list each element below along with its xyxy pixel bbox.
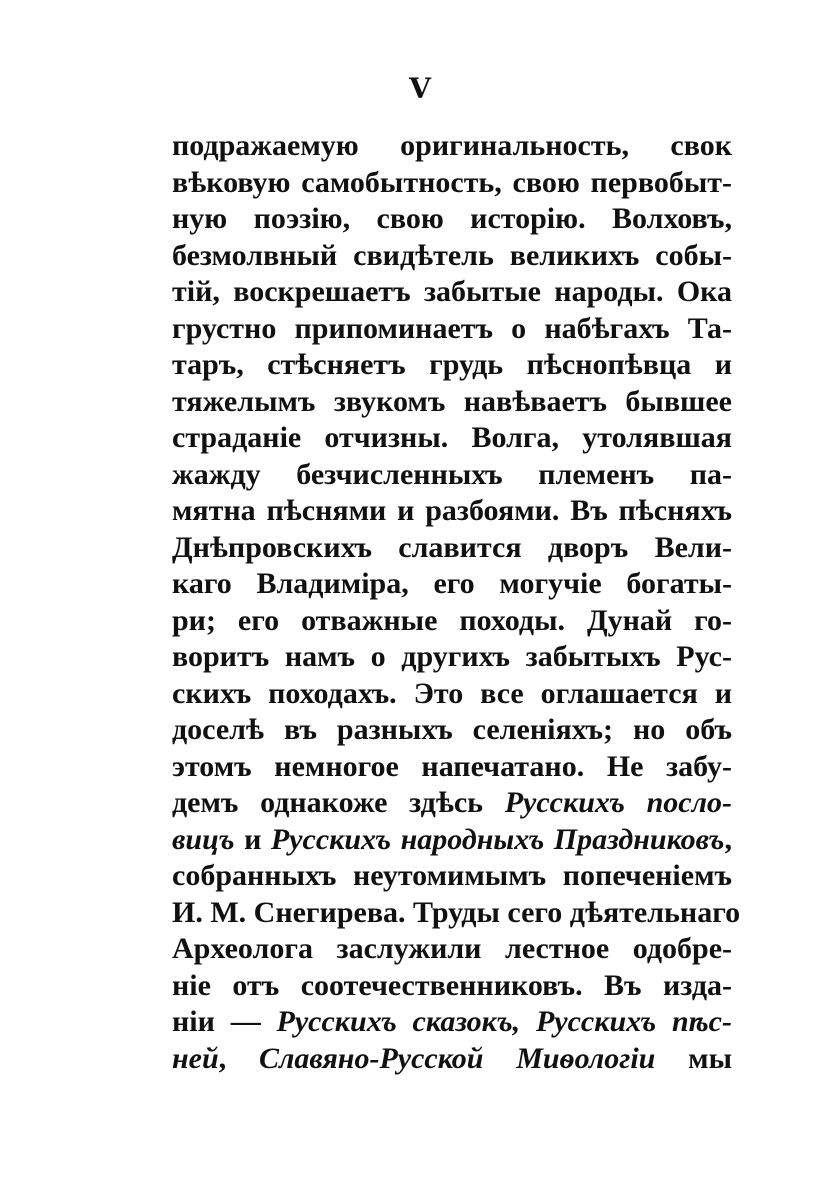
text-line: страданіе отчизны. Волга, утолявшая (172, 421, 732, 454)
text-line: доселѣ въ разныхъ селеніяхъ; но объ (172, 713, 732, 746)
text-run: и (234, 822, 271, 856)
page-number: V (409, 72, 431, 105)
text-line: Днѣпровскихъ славится дворъ Вели- (172, 530, 732, 564)
text-run: , (218, 1041, 259, 1075)
text-run: мы (655, 1041, 732, 1075)
text-line: собранныхъ неутомимымъ попеченіемъ (172, 859, 732, 892)
italic-title: Русскихъ сказокъ, Русскихъ пѣс- (276, 1005, 732, 1038)
text-line (172, 1041, 732, 1078)
text-run: демъ однакоже здѣсь (172, 786, 505, 819)
text-line: И. М. Снегирева. Труды сего дѣятельнаго (172, 895, 741, 929)
body-text (172, 128, 741, 1077)
text-line: каго Владиміра, его могучіе богаты- (172, 567, 732, 600)
text-line (172, 1004, 732, 1041)
text-line: воритъ намъ о другихъ забытыхъ Рус- (172, 640, 732, 673)
text-line: скихъ походахъ. Это все оглашается и (172, 676, 732, 710)
italic-title: Славяно-Русской Миѳологіи (258, 1041, 656, 1075)
text-line: таръ, стѣсняетъ грудь пѣснопѣвца и (172, 348, 732, 381)
text-run: ніи — (172, 1005, 277, 1038)
text-line: ри; его отважные походы. Дунай го- (172, 603, 732, 637)
italic-title: вицъ (172, 822, 235, 856)
italic-title: Русскихъ народныхъ Праздниковъ (270, 822, 725, 856)
text-line (172, 822, 732, 859)
text-line: ніе отъ соотечественниковъ. Въ изда- (172, 968, 732, 1002)
text-line: этомъ немногое напечатано. Не забу- (172, 749, 732, 783)
italic-title: ней (172, 1041, 219, 1075)
italic-title: Русскихъ посло- (504, 786, 732, 819)
text-line: мятна пѣснями и разбоями. Въ пѣсняхъ (172, 494, 732, 527)
text-line: подражаемую оригинальность, свок (172, 129, 732, 162)
text-line: вѣковую самобытность, свою первобыт- (172, 165, 732, 199)
text-line: тяжелымъ звукомъ навѣваетъ бывшее (172, 384, 732, 418)
text-line: безмолвный свидѣтель великихъ собы- (172, 238, 732, 272)
text-line: жажду безчисленныхъ племенъ па- (172, 457, 732, 491)
text-line: грустно припоминаетъ о набѣгахъ Та- (172, 311, 732, 345)
text-run: , (724, 822, 732, 856)
text-line (172, 785, 732, 822)
text-line: ную поэзію, свою исторію. Волховъ, (172, 202, 732, 235)
text-line: тій, воскрешаетъ забытые народы. Ока (172, 275, 732, 308)
text-line: Археолога заслужили лестное одобре- (172, 932, 732, 965)
